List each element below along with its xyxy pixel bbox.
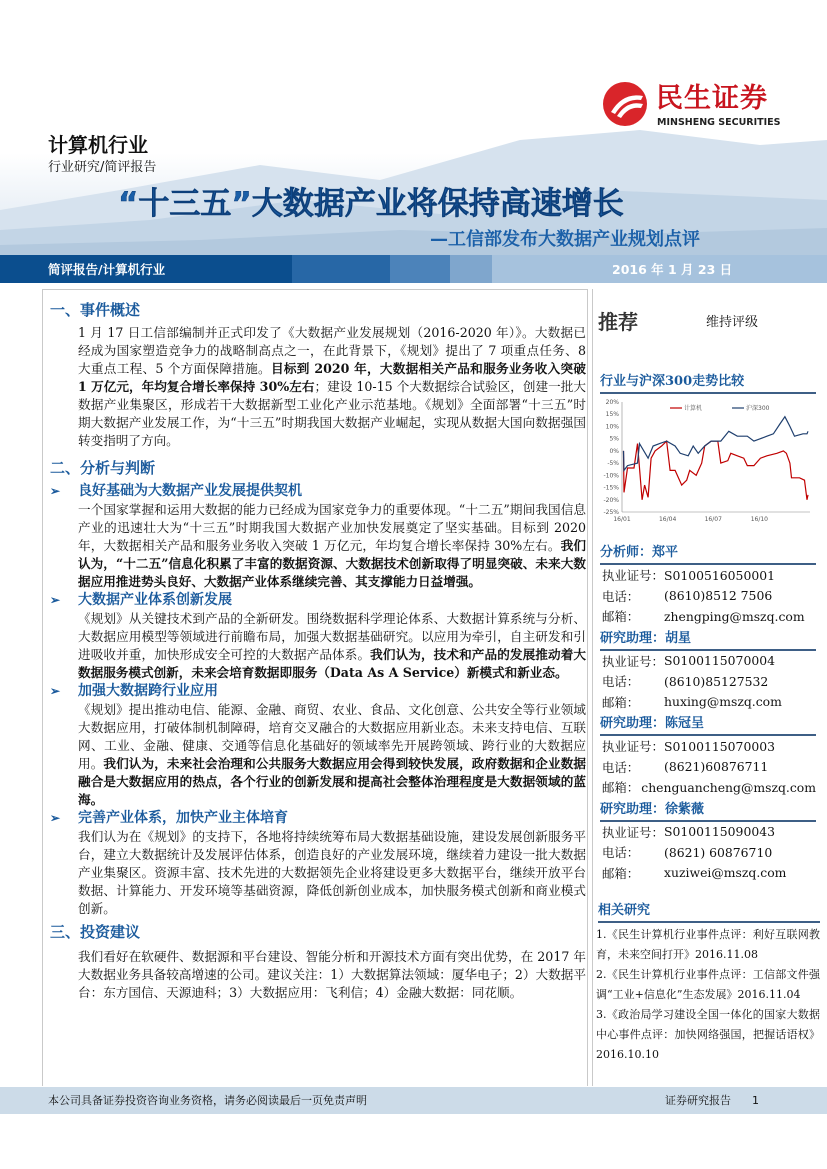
analyst-role: 研究助理：陈冠呈 [600,716,816,736]
analyst-card [598,716,816,798]
analyst-card [598,545,816,627]
label: 执业证号： [602,739,664,755]
label: 电话： [602,845,640,861]
y-tick-label: 10% [605,423,619,431]
y-tick-label: -20% [603,496,619,504]
paragraph [50,701,586,809]
report-subtitle: —工信部发布大数据产业规划点评 [430,229,700,250]
disclaimer: 本公司具备证券投资咨询业务资格，请务必阅读最后一页免责声明 [48,1094,367,1107]
report-date: 2016 年 1 月 23 日 [612,262,733,277]
email-link[interactable]: zhengping@mszq.com [664,608,805,624]
y-tick-label: -10% [603,472,619,480]
bullet-list [50,482,586,918]
cert-number: S0100115070004 [664,653,775,669]
bold-text: 我们认为，未来社会治理和公共服务大数据应用会得到较快发展，政府数据和企业数据融合是大数据应用的热点，各个行业的创新发展和提高社会整体治理程度是大数据领域的蓝海。 [78,756,587,807]
bold-text: 我们认为，技术和产品的发展推动着大数据服务模式创新，未来会培育数据即服务（Data As A Service）新模式和新业态。 [78,647,587,680]
x-tick-label: 16/07 [704,516,722,523]
bold-text: 我们认为，“十二五”信息化积累了丰富的数据资源、大数据技术创新取得了明显突破、未来大数据应用推进势头良好、大数据产业体系继续完善、其支撑能力日益增强。 [78,538,587,589]
bullet-heading [50,809,586,828]
analyst-role: 研究助理：徐紫薇 [600,802,816,822]
paragraph [50,828,586,918]
x-tick-label: 16/10 [750,516,769,523]
rating-note: 维持评级 [706,315,759,330]
arrow-bullet-icon: ➢ [50,684,61,698]
paragraph [50,324,586,450]
y-tick-label: 15% [605,411,619,419]
y-tick-label: -15% [603,484,619,492]
rating-block [598,304,816,334]
brand-name: 民生证券 [656,83,768,114]
rating: 推荐 [598,310,638,334]
related-block [596,903,820,1065]
bullet-title: 加强大数据跨行业应用 [78,683,218,699]
analyst-card [598,631,816,713]
related-report-link[interactable]: 3.《政治局学习建设全国一体化的国家大数据中心事件点评：加快网络强国，把握话语权》2016.10.10 [596,1008,820,1061]
label: 电话： [602,759,640,775]
arrow-bullet-icon: ➢ [50,484,61,498]
bold-text: 目标到 2020 年，大数据相关产品和服务业务收入突破 1 万亿元，年均复合增长率保持 30%左右 [78,361,586,394]
paragraph: 我们看好在软硬件、数据源和平台建设、智能分析和开源技术方面有突出优势，在 2017 年大数据业务具备较高增速的公司。建议关注：1）大数据算法领域：厦华电子；2）大数据平台：东方国信、天源迪科；3）大数据应用：飞利信；4）金融大数据：同花顺。 [78,949,586,1000]
label: 执业证号： [602,568,664,584]
label: 执业证号： [602,653,664,669]
phone: (8621) 60876710 [664,844,773,860]
analyst-role: 分析师：郑平 [600,545,816,565]
y-tick-label: 5% [609,435,619,443]
x-tick-label: 16/01 [613,516,631,523]
band-category: 简评报告/计算机行业 [48,262,166,277]
analyst-role: 研究助理：胡星 [600,631,816,651]
bullet-heading [50,682,586,701]
section-heading: 一、事件概述 [50,301,141,319]
chart-block [598,374,816,531]
bullet-heading [50,591,586,610]
related-title: 相关研究 [598,903,820,923]
section-heading: 三、投资建议 [50,923,141,941]
label: 邮箱： [602,609,640,625]
bullet-title: 良好基础为大数据产业发展提供契机 [78,483,302,499]
arrow-bullet-icon: ➢ [50,593,61,607]
chart-title: 行业与沪深300走势比较 [600,374,816,394]
related-report-link[interactable]: 2.《民生计算机行业事件点评：工信部文件强调“工业+信息化”生态发展》2016.11.04 [596,968,820,1001]
email-link[interactable]: huxing@mszq.com [664,694,782,710]
text: 一个国家掌握和运用大数据的能力已经成为国家竞争力的重要体现。“十二五”期间我国信息产业的迅速壮大为“十三五”时期我国大数据产业加快发展奠定了坚实基础。目标到 2020 年，大数据相关产品和服务业务收入突破 1 万亿元，年均复合增长率保持 30%左右。 [78,502,586,553]
trend-chart [598,394,816,528]
legend-label: 沪深300 [746,405,770,412]
report-title: “十三五”大数据产业将保持高速增长 [118,186,624,222]
analyst-card [598,802,816,884]
label: 邮箱： [602,780,640,796]
label: 电话： [602,674,640,690]
paragraph [50,501,586,591]
related-report-link[interactable]: 1.《民生计算机行业事件点评：利好互联网教育，未来空间打开》2016.11.08 [596,928,820,961]
text: 我们认为在《规划》的支持下，各地将持续统筹布局大数据基础设施，建设发展创新服务平台，建立大数据统计及发展评估体系，创造良好的产业发展环境，继续着力建设一批大数据产业集聚区。资源丰富、技术先进的大数据领先企业将建设更多大数据平台，继续开放平台数据、计算能力、开发环境等基础资源，降低创新创业成本，加快服务模式创新和商业模式创新。 [78,829,586,916]
arrow-bullet-icon: ➢ [50,811,61,825]
y-tick-label: 0% [609,447,619,455]
cert-number: S0100516050001 [664,567,775,583]
label: 执业证号： [602,824,664,840]
text: 《规划》从关键技术到产品的全新研发。围绕数据科学理论体系、大数据计算系统与分析、大数据应用模型等领域进行前瞻布局，加强大数据基础研究。以应用为牵引，自主研发和引进吸收并重，加快形成安全可控的大数据产品体系。 [78,611,586,662]
industry-label: 计算机行业 [48,133,148,157]
brand-logo-icon [603,82,647,126]
label: 邮箱： [602,694,640,710]
text: ；建设 10-15 个大数据综合试验区，创建一批大数据产业集聚区，形成若干大数据新型工业化产业示范基地。《规划》全面部署“十三五”时期大数据产业发展工作，为“十三五”时期我国大数据产业崛起，实现从数据大国向数据强国转变指明了方向。 [78,379,586,448]
section-heading: 二、分析与判断 [50,459,156,477]
report-type: 行业研究/简评报告 [48,160,157,175]
email-link[interactable]: chenguancheng@mszq.com [641,779,816,795]
divider [592,289,593,1086]
analyst-list [598,545,816,887]
related-list [596,925,820,1065]
email-link[interactable]: xuziwei@mszq.com [664,865,787,881]
legend-label: 计算机 [684,405,703,412]
cert-number: S0100115090043 [664,824,775,840]
y-tick-label: -25% [603,509,619,516]
bullet-title: 大数据产业体系创新发展 [78,592,232,608]
text: 《规划》提出推动电信、能源、金融、商贸、农业、食品、文化创意、公共安全等行业领域大数据应用，打破体制机制障碍，培育交叉融合的大数据应用新业态。未来支持电信、互联网、工业、金融、健康、交通等信息化基础好的领域率先开展跨领域、跨行业的大数据应用。 [78,702,586,771]
phone: (8621)60876711 [664,759,769,775]
y-tick-label: 20% [605,399,619,406]
bullet-title: 完善产业体系，加快产业主体培育 [78,810,288,826]
text: 1 月 17 日工信部编制并正式印发了《大数据产业发展规划（2016-2020 年）》。大数据已经成为国家塑造竞争力的战略制高点之一，在此背景下，《规划》提出了 7 项重点任务、8 大重点工程、5 个方面保障措施。 [78,325,586,376]
page-number: 1 [752,1094,759,1107]
label: 邮箱： [602,865,640,881]
phone: (8610)85127532 [664,673,769,689]
cert-number: S0100115070003 [664,738,775,754]
phone: (8610)8512 7506 [664,588,773,604]
footer-label: 证券研究报告 [665,1094,731,1107]
bullet-heading [50,482,586,501]
main-content [50,300,586,1002]
brand-name-en: MINSHENG SECURITIES [657,117,781,128]
y-tick-label: -5% [607,460,619,468]
label: 电话： [602,588,640,604]
x-tick-label: 16/04 [658,516,677,523]
paragraph [50,610,586,682]
